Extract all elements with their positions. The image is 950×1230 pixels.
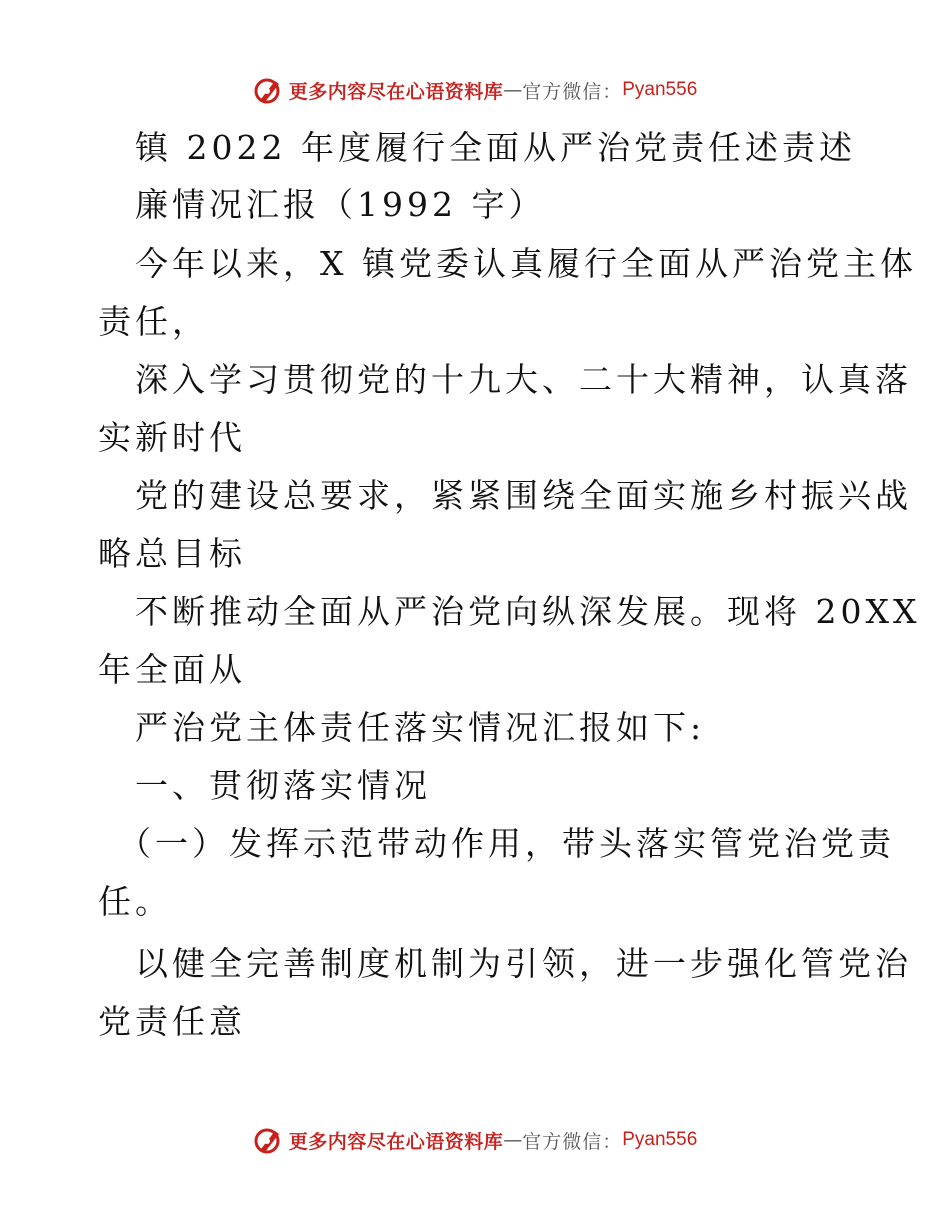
paragraph-line: 以健全完善制度机制为引领，进一步强化管党治 [135,944,912,983]
watermark-id: Pyan556 [622,79,698,100]
watermark-brand: 更多内容尽在心语资料库 [288,80,504,103]
paragraph-line: 不断推动全面从严治党向纵深发展。现将 20XX [135,592,921,631]
paragraph-line: 责任， [98,302,209,341]
subsection-heading-continued: 任。 [98,882,172,921]
pen-seal-icon [253,1125,283,1155]
paragraph-line: 严治党主体责任落实情况汇报如下: [135,708,706,747]
watermark-brand: 更多内容尽在心语资料库 [288,1130,504,1153]
watermark-banner-bottom [0,1122,950,1158]
paragraph-line: 略总目标 [98,534,246,573]
paragraph-line: 年全面从 [98,650,246,689]
paragraph-line: 深入学习贯彻党的十九大、二十大精神，认真落 [135,360,912,399]
pen-seal-icon [253,75,283,105]
document-title-line-2: 廉情况汇报（1992 字） [135,185,546,224]
section-heading: 一、贯彻落实情况 [135,766,431,805]
paragraph-line: 实新时代 [98,418,246,457]
watermark-id: Pyan556 [622,1129,698,1150]
subsection-heading: （一）发挥示范带动作用，带头落实管党治党责 [118,824,895,863]
watermark-banner-top [0,72,950,108]
paragraph-line: 党的建设总要求，紧紧围绕全面实施乡村振兴战 [135,476,912,515]
watermark-separator: — [503,79,523,101]
paragraph-line: 今年以来，X 镇党委认真履行全面从严治党主体 [135,244,917,283]
paragraph-line: 党责任意 [98,1002,246,1041]
document-title-line-1: 镇 2022 年度履行全面从严治党责任述责述 [135,128,856,167]
watermark-label: 官方微信： [522,1130,623,1153]
watermark-label: 官方微信： [522,80,623,103]
watermark-separator: — [503,1129,523,1151]
